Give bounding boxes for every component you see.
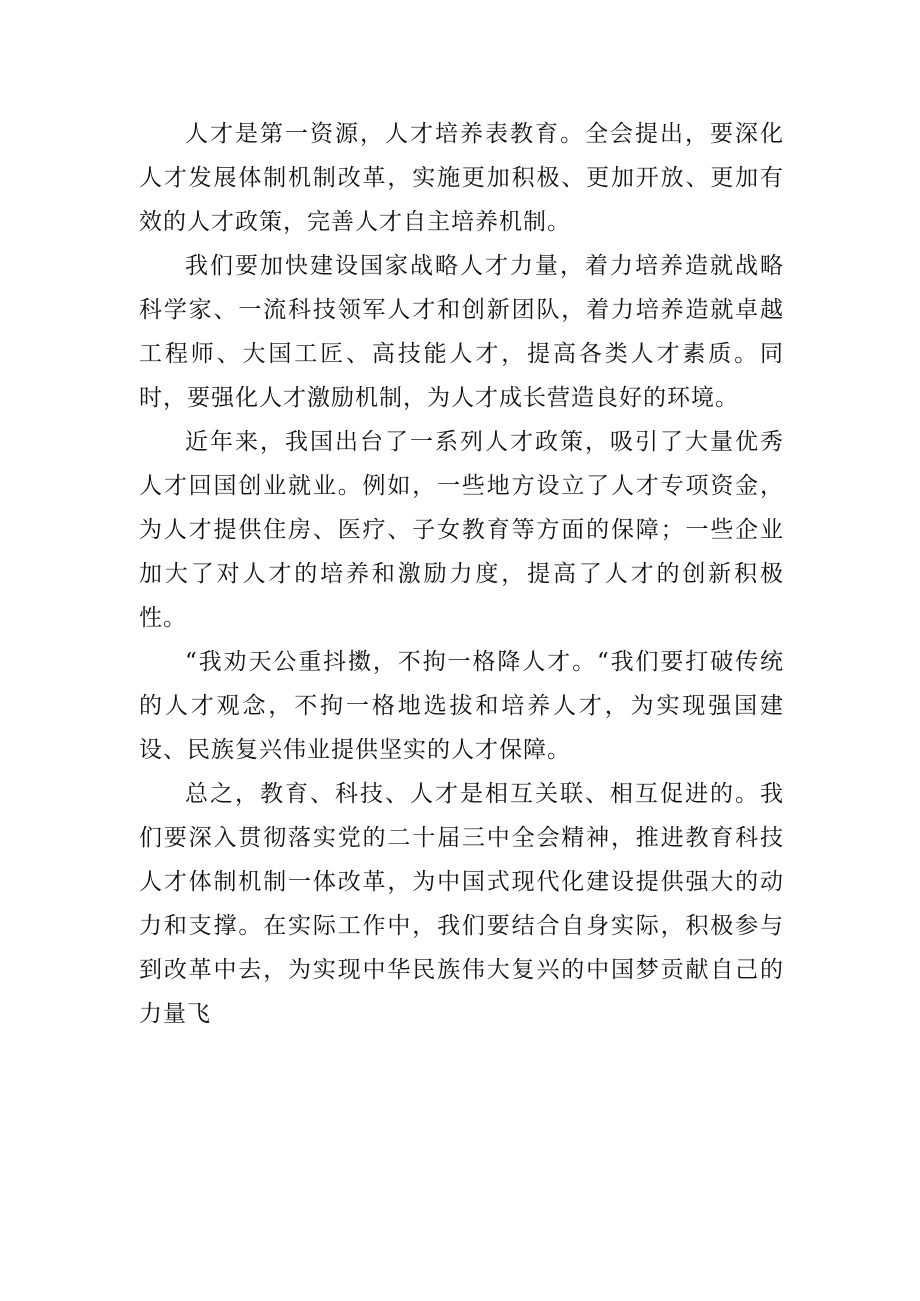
paragraph-4: “我劝天公重抖擞，不拘一格降人才。“我们要打破传统的人才观念，不拘一格地选拔和培养人才，为实现强国建设、民族复兴伟业提供坚实的人才保障。: [139, 649, 784, 763]
document-body: [139, 112, 784, 1036]
paragraph-5: 总之，教育、科技、人才是相互关联、相互促进的。我们要深入贯彻落实党的二十届三中全会精神，推进教育科技人才体制机制一体改革，为中国式现代化建设提供强大的动力和支撑。在实际工作中，我们要结合自身实际，积极参与到改革中去，为实现中华民族伟大复兴的中国梦贡献自己的力量飞: [139, 781, 784, 1027]
paragraph-1: 人才是第一资源，人才培养表教育。全会提出，要深化人才发展体制机制改革，实施更加积极、更加开放、更加有效的人才政策，完善人才自主培养机制。: [139, 121, 784, 235]
paragraph-2: 我们要加快建设国家战略人才力量，着力培养造就战略科学家、一流科技领军人才和创新团队，着力培养造就卓越工程师、大国工匠、高技能人才，提高各类人才素质。同时，要强化人才激励机制，为人才成长营造良好的环境。: [139, 253, 784, 411]
paragraph-3: 近年来，我国出台了一系列人才政策，吸引了大量优秀人才回国创业就业。例如，一些地方设立了人才专项资金，为人才提供住房、医疗、子女教育等方面的保障；一些企业加大了对人才的培养和激励力度，提高了人才的创新积极性。: [139, 429, 784, 631]
